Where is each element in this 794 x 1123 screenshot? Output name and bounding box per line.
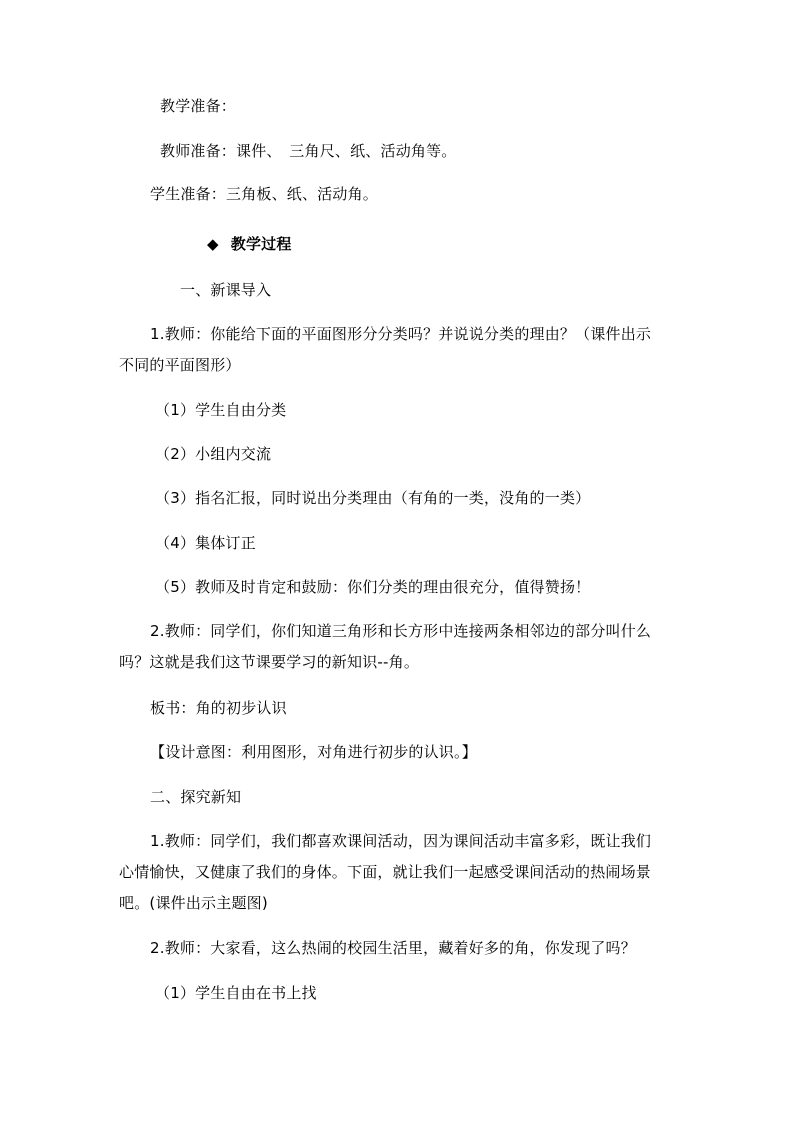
teacher-prep-line: 教师准备：课件、 三角尺、纸、活动角等。 xyxy=(160,142,457,160)
section-title-intro: 一、新课导入 xyxy=(180,281,272,299)
list-item-3: （3）指名汇报，同时说出分类理由（有角的一类，没角的一类） xyxy=(155,489,591,507)
board-writing: 板书：角的初步认识 xyxy=(150,699,287,717)
paragraph-2-line-2: 吗？这就是我们这节课要学习的新知识--角。 xyxy=(119,653,420,671)
paragraph-4-line-1: 2.教师：大家看，这么热闹的校园生活里，藏着好多的角，你发现了吗？ xyxy=(150,939,636,957)
process-heading: 教学过程 xyxy=(230,235,292,253)
section-title-explore: 二、探究新知 xyxy=(150,788,242,806)
paragraph-3-line-3: 吧。(课件出示主题图) xyxy=(119,894,268,912)
design-intent-note: 【设计意图：利用图形，对角进行初步的认识。】 xyxy=(150,743,477,761)
process-heading-row xyxy=(207,237,292,252)
paragraph-3-line-2: 心情愉快，又健康了我们的身体。下面，就让我们一起感受课间活动的热闹场景 xyxy=(119,863,652,881)
list-item-1: （1）学生自由分类 xyxy=(155,401,287,419)
list-item-4: （4）集体订正 xyxy=(155,534,256,552)
paragraph-1-line-2: 不同的平面图形） xyxy=(119,356,241,374)
prep-heading: 教学准备： xyxy=(160,97,237,115)
list-item-5: （5）教师及时肯定和鼓励：你们分类的理由很充分，值得赞扬！ xyxy=(155,578,591,596)
diamond-bullet-icon: ◆ xyxy=(207,235,219,253)
list-item-6: （1）学生自由在书上找 xyxy=(155,984,317,1002)
list-item-2: （2）小组内交流 xyxy=(155,445,272,463)
paragraph-2-line-1: 2.教师：同学们，你们知道三角形和长方形中连接两条相邻边的部分叫什么 xyxy=(150,622,652,640)
paragraph-1-line-1: 1.教师：你能给下面的平面图形分分类吗？并说说分类的理由？（课件出示 xyxy=(150,325,652,343)
student-prep-line: 学生准备：三角板、纸、活动角。 xyxy=(150,185,379,203)
paragraph-3-line-1: 1.教师：同学们，我们都喜欢课间活动，因为课间活动丰富多彩，既让我们 xyxy=(150,832,652,850)
